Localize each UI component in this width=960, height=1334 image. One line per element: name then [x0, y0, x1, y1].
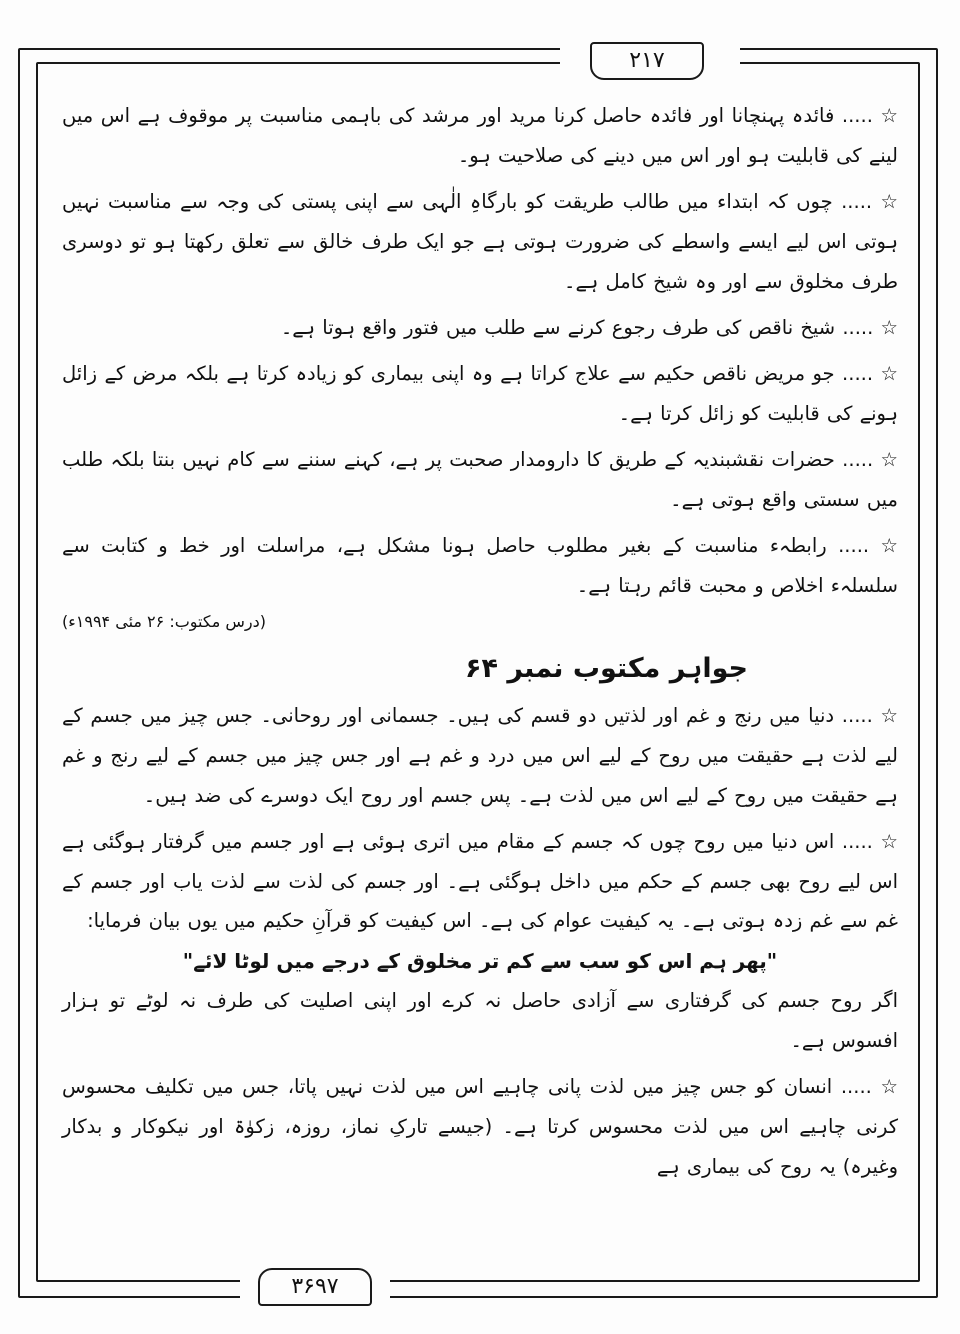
source-citation: (درس مکتوب: ۲۶ مئی ۱۹۹۴ء) — [62, 611, 266, 631]
body-paragraph: ☆ ..... فائدہ پہنچانا اور فائدہ حاصل کرنا مرید اور مرشد کی باہمی مناسبت پر موقوف ہے اس میں لینے کی قابلیت ہو اور اس میں دینے کی صلاحیت ہو۔ — [62, 104, 898, 167]
body-paragraph: ☆ ..... شیخ ناقص کی طرف رجوع کرنے سے طلب میں فتور واقع ہوتا ہے۔ — [280, 315, 898, 339]
body-paragraph: ☆ ..... رابطہء مناسبت کے بغیر مطلوب حاصل ہونا مشکل ہے، مراسلت اور خط و کتابت سے سلسلہء اخلاص و محبت قائم رہتا ہے۔ — [62, 533, 898, 597]
page-content — [62, 96, 898, 1256]
body-paragraph: ☆ ..... چوں کہ ابتداء میں طالب طریقت کو بارگاہِ الٰہی سے اپنی پستی کی وجہ سے مناسبت نہیں ہوتی اس لیے ایسے واسطے کی ضرورت ہوتی ہے جو ایک طرف خالق سے تعلق رکھتا ہو تو دوسری طرف مخلوق سے اور وہ شیخ کامل ہے۔ — [62, 189, 898, 293]
section-heading: جواہر مکتوب نمبر ۶۴ — [465, 652, 748, 684]
body-paragraph: ☆ ..... انسان کو جس چیز میں لذت پانی چاہیے اس میں لذت نہیں پاتا، جس میں تکلیف محسوس کرنی چاہیے اس میں لذت محسوس کرتا ہے۔ (جیسے تارکِ نماز، روزہ، زکوٰۃ اور نیکوکار و بدکار وغیرہ) یہ روح کی بیماری ہے — [62, 1075, 898, 1179]
page-number-top: ۲۱۷ — [590, 42, 704, 80]
page-number-bottom: ۳۶۹۷ — [258, 1268, 372, 1306]
body-paragraph: ☆ ..... دنیا میں رنج و غم اور لذتیں دو قسم کی ہیں۔ جسمانی اور روحانی۔ جس چیز میں جسم کے لیے لذت ہے حقیقت میں روح کے لیے اس میں درد و غم ہے اور جس چیز میں جسم کے لیے رنج و غم ہے حقیقت میں روح کے لیے اس میں لذت ہے۔ پس جسم اور روح ایک دوسرے کی ضد ہیں۔ — [62, 703, 898, 807]
quranic-quote: "پھر ہم اس کو سب سے کم تر مخلوق کے درجے میں لوٹا لائے" — [182, 949, 778, 974]
body-paragraph: ☆ ..... جو مریض ناقص حکیم سے علاج کراتا ہے وہ اپنی بیماری کو زیادہ کرتا ہے بلکہ مرض کے زائل ہونے کی قابلیت کو زائل کرتا ہے۔ — [62, 361, 898, 425]
body-paragraph: ☆ ..... اس دنیا میں روح چوں کہ جسم کے مقام میں اتری ہوئی ہے اور جسم میں گرفتار ہوگئی ہے اس لیے روح بھی جسم کے حکم میں داخل ہوگئی ہے۔ اور جسم کی لذت سے لذت یاب اور جسم کے غم سے غم زدہ ہوتی ہے۔ یہ کیفیت عوام کی ہے۔ اس کیفیت کو قرآنِ حکیم میں یوں بیان فرمایا: — [62, 829, 898, 933]
body-paragraph: اگر روح جسم کی گرفتاری سے آزادی حاصل نہ کرے اور اپنی اصلیت کی طرف نہ لوٹے تو ہزار افسوس ہے۔ — [62, 989, 898, 1053]
body-paragraph: ☆ ..... حضرات نقشبندیہ کے طریق کا دارومدار صحبت پر ہے، کہنے سننے سے کام نہیں بنتا بلکہ طلب میں سستی واقع ہوتی ہے۔ — [62, 447, 898, 511]
